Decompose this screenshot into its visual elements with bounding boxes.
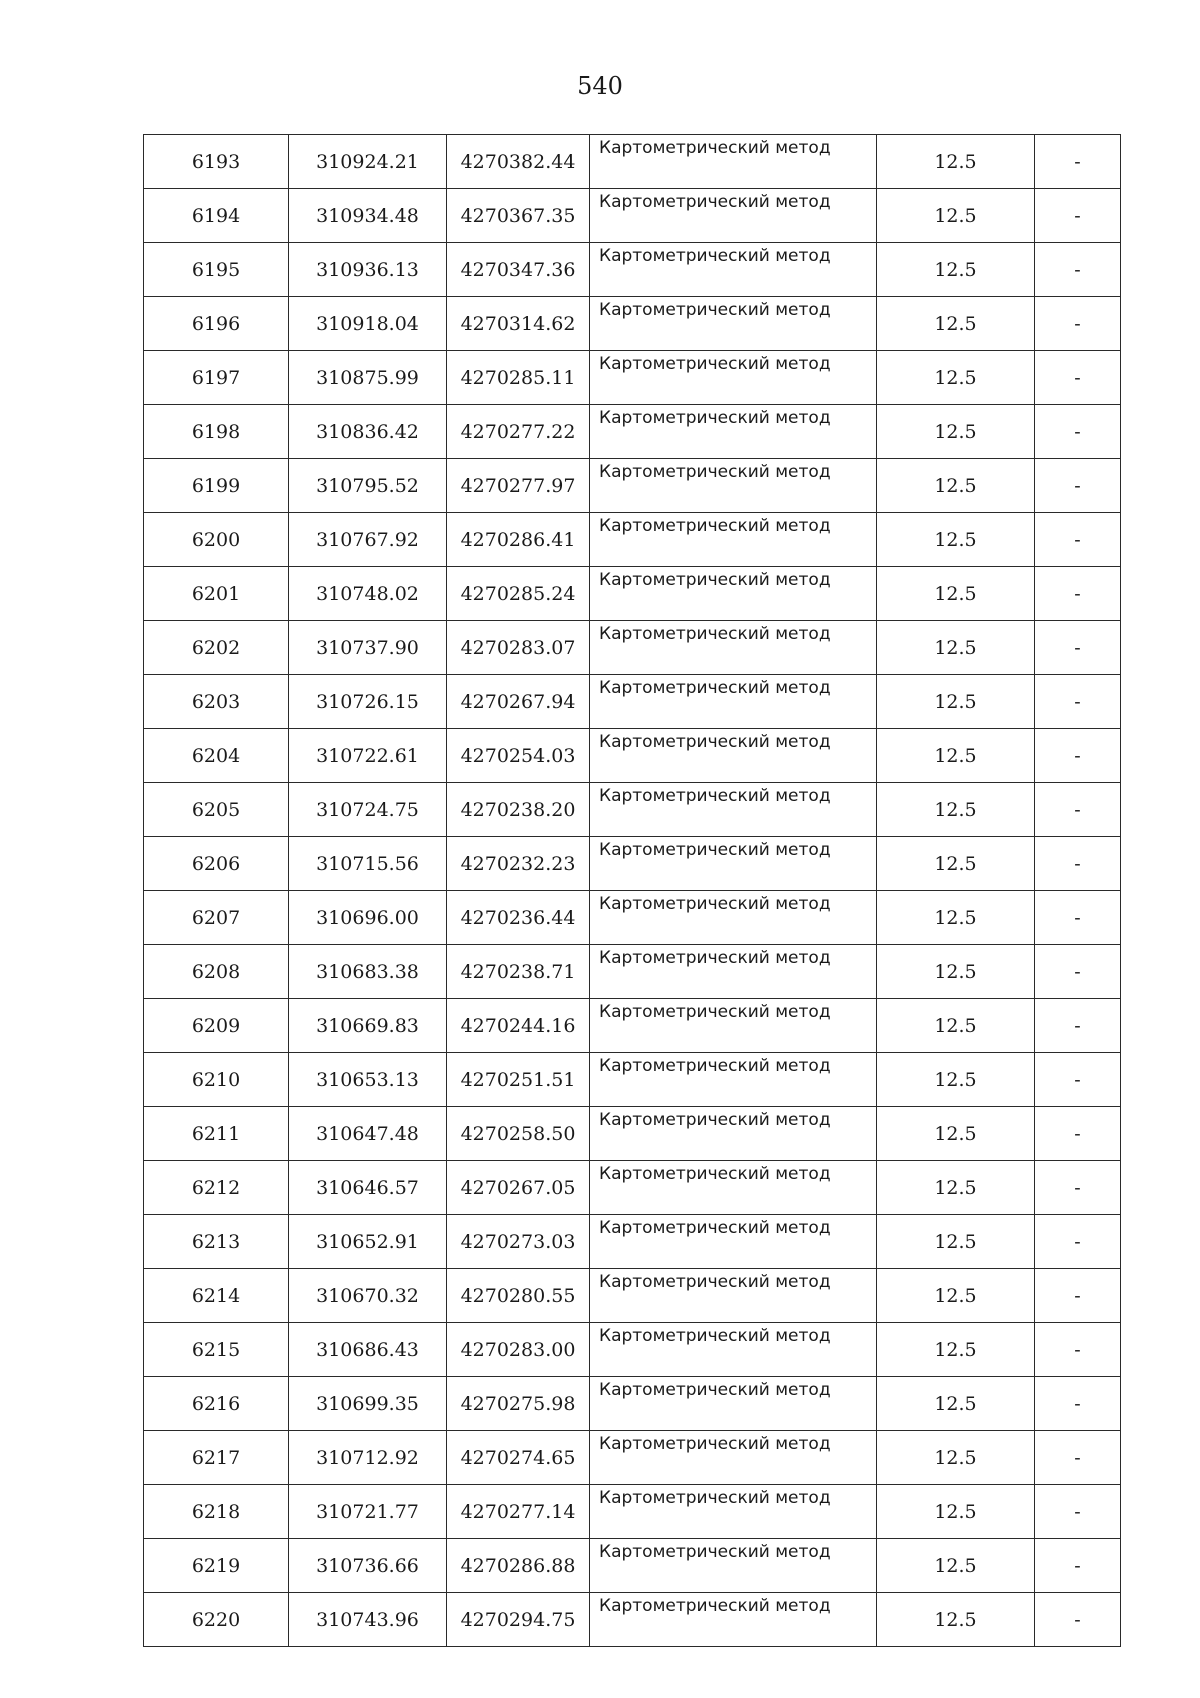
x-coordinate-cell: 310934.48 [289, 189, 447, 243]
x-coordinate-cell: 310918.04 [289, 297, 447, 351]
point-number-cell: 6215 [144, 1323, 289, 1377]
table-row [144, 783, 1121, 837]
y-coordinate-cell: 4270277.22 [447, 405, 590, 459]
table-row [144, 1323, 1121, 1377]
note-cell: - [1035, 837, 1121, 891]
x-coordinate-cell: 310875.99 [289, 351, 447, 405]
point-number-cell: 6204 [144, 729, 289, 783]
point-number-cell: 6217 [144, 1431, 289, 1485]
y-coordinate-cell: 4270236.44 [447, 891, 590, 945]
note-cell: - [1035, 1323, 1121, 1377]
x-coordinate-cell: 310686.43 [289, 1323, 447, 1377]
x-coordinate-cell: 310726.15 [289, 675, 447, 729]
accuracy-cell: 12.5 [877, 891, 1035, 945]
method-cell: Картометрический метод [590, 783, 877, 837]
accuracy-cell: 12.5 [877, 1593, 1035, 1647]
y-coordinate-cell: 4270244.16 [447, 999, 590, 1053]
method-cell: Картометрический метод [590, 1053, 877, 1107]
y-coordinate-cell: 4270382.44 [447, 135, 590, 189]
x-coordinate-cell: 310767.92 [289, 513, 447, 567]
x-coordinate-cell: 310646.57 [289, 1161, 447, 1215]
note-cell: - [1035, 891, 1121, 945]
point-number-cell: 6219 [144, 1539, 289, 1593]
x-coordinate-cell: 310696.00 [289, 891, 447, 945]
x-coordinate-cell: 310748.02 [289, 567, 447, 621]
table-row [144, 135, 1121, 189]
x-coordinate-cell: 310737.90 [289, 621, 447, 675]
y-coordinate-cell: 4270277.97 [447, 459, 590, 513]
table-row [144, 1431, 1121, 1485]
table-row [144, 1269, 1121, 1323]
method-cell: Картометрический метод [590, 837, 877, 891]
table-row [144, 1107, 1121, 1161]
table-row [144, 1539, 1121, 1593]
point-number-cell: 6212 [144, 1161, 289, 1215]
y-coordinate-cell: 4270238.71 [447, 945, 590, 999]
accuracy-cell: 12.5 [877, 1269, 1035, 1323]
accuracy-cell: 12.5 [877, 459, 1035, 513]
point-number-cell: 6201 [144, 567, 289, 621]
y-coordinate-cell: 4270238.20 [447, 783, 590, 837]
method-cell: Картометрический метод [590, 135, 877, 189]
note-cell: - [1035, 783, 1121, 837]
x-coordinate-cell: 310924.21 [289, 135, 447, 189]
accuracy-cell: 12.5 [877, 675, 1035, 729]
table-row [144, 351, 1121, 405]
method-cell: Картометрический метод [590, 459, 877, 513]
accuracy-cell: 12.5 [877, 1053, 1035, 1107]
point-number-cell: 6202 [144, 621, 289, 675]
table-row [144, 1161, 1121, 1215]
y-coordinate-cell: 4270232.23 [447, 837, 590, 891]
x-coordinate-cell: 310712.92 [289, 1431, 447, 1485]
point-number-cell: 6208 [144, 945, 289, 999]
note-cell: - [1035, 135, 1121, 189]
note-cell: - [1035, 621, 1121, 675]
table-row [144, 729, 1121, 783]
accuracy-cell: 12.5 [877, 1485, 1035, 1539]
table-row [144, 837, 1121, 891]
note-cell: - [1035, 1053, 1121, 1107]
accuracy-cell: 12.5 [877, 351, 1035, 405]
point-number-cell: 6209 [144, 999, 289, 1053]
method-cell: Картометрический метод [590, 1161, 877, 1215]
table-row [144, 891, 1121, 945]
accuracy-cell: 12.5 [877, 1377, 1035, 1431]
table-row [144, 1593, 1121, 1647]
note-cell: - [1035, 297, 1121, 351]
method-cell: Картометрический метод [590, 729, 877, 783]
y-coordinate-cell: 4270258.50 [447, 1107, 590, 1161]
y-coordinate-cell: 4270280.55 [447, 1269, 590, 1323]
y-coordinate-cell: 4270251.51 [447, 1053, 590, 1107]
x-coordinate-cell: 310683.38 [289, 945, 447, 999]
y-coordinate-cell: 4270285.11 [447, 351, 590, 405]
point-number-cell: 6194 [144, 189, 289, 243]
y-coordinate-cell: 4270267.05 [447, 1161, 590, 1215]
method-cell: Картометрический метод [590, 999, 877, 1053]
table-row [144, 459, 1121, 513]
point-number-cell: 6213 [144, 1215, 289, 1269]
table-row [144, 675, 1121, 729]
x-coordinate-cell: 310647.48 [289, 1107, 447, 1161]
method-cell: Картометрический метод [590, 1431, 877, 1485]
x-coordinate-cell: 310669.83 [289, 999, 447, 1053]
point-number-cell: 6206 [144, 837, 289, 891]
accuracy-cell: 12.5 [877, 783, 1035, 837]
note-cell: - [1035, 567, 1121, 621]
note-cell: - [1035, 1485, 1121, 1539]
note-cell: - [1035, 729, 1121, 783]
note-cell: - [1035, 1539, 1121, 1593]
note-cell: - [1035, 405, 1121, 459]
x-coordinate-cell: 310652.91 [289, 1215, 447, 1269]
x-coordinate-cell: 310722.61 [289, 729, 447, 783]
method-cell: Картометрический метод [590, 945, 877, 999]
method-cell: Картометрический метод [590, 675, 877, 729]
table-row [144, 567, 1121, 621]
table-body [144, 135, 1121, 1647]
x-coordinate-cell: 310724.75 [289, 783, 447, 837]
y-coordinate-cell: 4270277.14 [447, 1485, 590, 1539]
point-number-cell: 6214 [144, 1269, 289, 1323]
y-coordinate-cell: 4270274.65 [447, 1431, 590, 1485]
point-number-cell: 6203 [144, 675, 289, 729]
note-cell: - [1035, 675, 1121, 729]
y-coordinate-cell: 4270367.35 [447, 189, 590, 243]
note-cell: - [1035, 1431, 1121, 1485]
method-cell: Картометрический метод [590, 621, 877, 675]
table-row [144, 1053, 1121, 1107]
x-coordinate-cell: 310743.96 [289, 1593, 447, 1647]
x-coordinate-cell: 310715.56 [289, 837, 447, 891]
point-number-cell: 6196 [144, 297, 289, 351]
x-coordinate-cell: 310795.52 [289, 459, 447, 513]
accuracy-cell: 12.5 [877, 1161, 1035, 1215]
point-number-cell: 6205 [144, 783, 289, 837]
table-row [144, 513, 1121, 567]
accuracy-cell: 12.5 [877, 1107, 1035, 1161]
note-cell: - [1035, 189, 1121, 243]
point-number-cell: 6198 [144, 405, 289, 459]
table-row [144, 1377, 1121, 1431]
note-cell: - [1035, 513, 1121, 567]
method-cell: Картометрический метод [590, 243, 877, 297]
method-cell: Картометрический метод [590, 1539, 877, 1593]
table-row [144, 999, 1121, 1053]
method-cell: Картометрический метод [590, 1269, 877, 1323]
accuracy-cell: 12.5 [877, 567, 1035, 621]
method-cell: Картометрический метод [590, 189, 877, 243]
y-coordinate-cell: 4270314.62 [447, 297, 590, 351]
point-number-cell: 6197 [144, 351, 289, 405]
point-number-cell: 6216 [144, 1377, 289, 1431]
coordinates-table [143, 134, 1121, 1647]
y-coordinate-cell: 4270294.75 [447, 1593, 590, 1647]
method-cell: Картометрический метод [590, 297, 877, 351]
method-cell: Картометрический метод [590, 1323, 877, 1377]
accuracy-cell: 12.5 [877, 405, 1035, 459]
accuracy-cell: 12.5 [877, 621, 1035, 675]
y-coordinate-cell: 4270285.24 [447, 567, 590, 621]
note-cell: - [1035, 945, 1121, 999]
y-coordinate-cell: 4270254.03 [447, 729, 590, 783]
accuracy-cell: 12.5 [877, 297, 1035, 351]
table-row [144, 189, 1121, 243]
y-coordinate-cell: 4270283.00 [447, 1323, 590, 1377]
accuracy-cell: 12.5 [877, 999, 1035, 1053]
point-number-cell: 6193 [144, 135, 289, 189]
y-coordinate-cell: 4270286.88 [447, 1539, 590, 1593]
table-row [144, 243, 1121, 297]
x-coordinate-cell: 310936.13 [289, 243, 447, 297]
table-row [144, 621, 1121, 675]
point-number-cell: 6200 [144, 513, 289, 567]
accuracy-cell: 12.5 [877, 513, 1035, 567]
method-cell: Картометрический метод [590, 1593, 877, 1647]
point-number-cell: 6211 [144, 1107, 289, 1161]
accuracy-cell: 12.5 [877, 135, 1035, 189]
point-number-cell: 6218 [144, 1485, 289, 1539]
note-cell: - [1035, 1161, 1121, 1215]
y-coordinate-cell: 4270347.36 [447, 243, 590, 297]
table-row [144, 945, 1121, 999]
point-number-cell: 6220 [144, 1593, 289, 1647]
note-cell: - [1035, 1269, 1121, 1323]
method-cell: Картометрический метод [590, 891, 877, 945]
accuracy-cell: 12.5 [877, 243, 1035, 297]
x-coordinate-cell: 310736.66 [289, 1539, 447, 1593]
table-row [144, 297, 1121, 351]
method-cell: Картометрический метод [590, 1107, 877, 1161]
table-row [144, 1215, 1121, 1269]
accuracy-cell: 12.5 [877, 1215, 1035, 1269]
table-row [144, 405, 1121, 459]
accuracy-cell: 12.5 [877, 729, 1035, 783]
point-number-cell: 6210 [144, 1053, 289, 1107]
method-cell: Картометрический метод [590, 567, 877, 621]
method-cell: Картометрический метод [590, 1377, 877, 1431]
y-coordinate-cell: 4270283.07 [447, 621, 590, 675]
point-number-cell: 6207 [144, 891, 289, 945]
note-cell: - [1035, 1215, 1121, 1269]
method-cell: Картометрический метод [590, 405, 877, 459]
method-cell: Картометрический метод [590, 1215, 877, 1269]
method-cell: Картометрический метод [590, 513, 877, 567]
x-coordinate-cell: 310653.13 [289, 1053, 447, 1107]
table-row [144, 1485, 1121, 1539]
method-cell: Картометрический метод [590, 1485, 877, 1539]
y-coordinate-cell: 4270267.94 [447, 675, 590, 729]
page-number: 540 [577, 72, 623, 100]
accuracy-cell: 12.5 [877, 1431, 1035, 1485]
accuracy-cell: 12.5 [877, 1539, 1035, 1593]
y-coordinate-cell: 4270286.41 [447, 513, 590, 567]
accuracy-cell: 12.5 [877, 1323, 1035, 1377]
note-cell: - [1035, 1107, 1121, 1161]
y-coordinate-cell: 4270275.98 [447, 1377, 590, 1431]
accuracy-cell: 12.5 [877, 837, 1035, 891]
note-cell: - [1035, 243, 1121, 297]
method-cell: Картометрический метод [590, 351, 877, 405]
point-number-cell: 6195 [144, 243, 289, 297]
note-cell: - [1035, 1593, 1121, 1647]
x-coordinate-cell: 310699.35 [289, 1377, 447, 1431]
note-cell: - [1035, 351, 1121, 405]
point-number-cell: 6199 [144, 459, 289, 513]
x-coordinate-cell: 310721.77 [289, 1485, 447, 1539]
accuracy-cell: 12.5 [877, 189, 1035, 243]
x-coordinate-cell: 310670.32 [289, 1269, 447, 1323]
note-cell: - [1035, 999, 1121, 1053]
note-cell: - [1035, 1377, 1121, 1431]
y-coordinate-cell: 4270273.03 [447, 1215, 590, 1269]
note-cell: - [1035, 459, 1121, 513]
x-coordinate-cell: 310836.42 [289, 405, 447, 459]
accuracy-cell: 12.5 [877, 945, 1035, 999]
